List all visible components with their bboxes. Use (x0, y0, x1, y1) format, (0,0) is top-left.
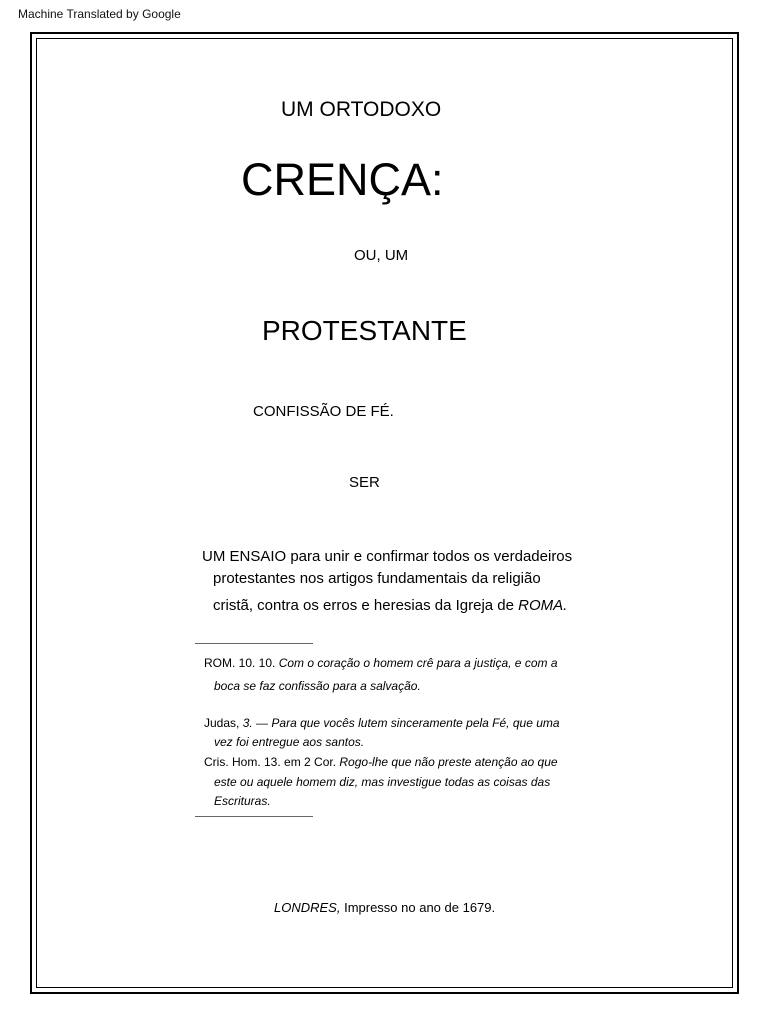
top-divider (195, 643, 313, 644)
essay-rome-word: ROMA. (518, 597, 568, 614)
imprint-text: Impresso no ano de 1679. (340, 900, 496, 915)
essay-line-2: protestantes nos artigos fundamentais da religião (213, 570, 541, 587)
title-line-4: PROTESTANTE (262, 315, 467, 346)
imprint-line (274, 900, 495, 915)
essay-line-3 (213, 595, 567, 617)
quote-chrysostom-ref: Cris. Hom. 13. em 2 Cor. (204, 755, 340, 769)
quote-romans-ref: ROM. 10. 10. (204, 656, 279, 670)
quote-jude-text-1: Para que vocês lutem sinceramente pela Fé, que uma (271, 716, 560, 730)
machine-translation-note: Machine Translated by Google (18, 7, 181, 21)
quote-romans-line-1 (204, 655, 558, 672)
title-line-6: SER (349, 474, 380, 491)
quote-chrysostom-text-1: Rogo-lhe que não preste atenção ao que (339, 755, 558, 769)
title-line-3: OU, UM (354, 247, 409, 264)
title-line-1: UM ORTODOXO (281, 98, 442, 121)
quote-romans-text-1: Com o coração o homem crê para a justiça, e com a (278, 656, 558, 670)
quote-jude-ref: Judas, (204, 716, 243, 730)
imprint-place: LONDRES, (274, 900, 341, 915)
title-line-2: CRENÇA: (241, 154, 444, 205)
quote-jude-line-1 (204, 715, 560, 732)
quote-romans-text-2: boca se faz confissão para a salvação. (214, 679, 421, 693)
quote-jude-line-2 (214, 734, 364, 751)
title-line-5: CONFISSÃO DE FÉ. (253, 403, 394, 420)
quote-chrysostom-text-2: este ou aquele homem diz, mas investigue todas as coisas das (214, 775, 551, 789)
quote-romans-line-2 (214, 678, 421, 695)
quote-jude-text-2: vez foi entregue aos santos. (214, 735, 365, 749)
essay-line-3-text: cristã, contra os erros e heresias da Igreja de (213, 597, 519, 614)
essay-line-1: UM ENSAIO para unir e confirmar todos os verdadeiros (202, 548, 573, 565)
quote-chrysostom-line-2 (214, 774, 550, 791)
bottom-divider (195, 816, 313, 817)
page-border (30, 32, 739, 994)
quote-jude-num: 3. — (242, 716, 272, 730)
quote-chrysostom-line-1 (204, 754, 558, 771)
quote-chrysostom-text-3: Escrituras. (214, 794, 271, 808)
quote-chrysostom-line-3 (214, 793, 271, 810)
